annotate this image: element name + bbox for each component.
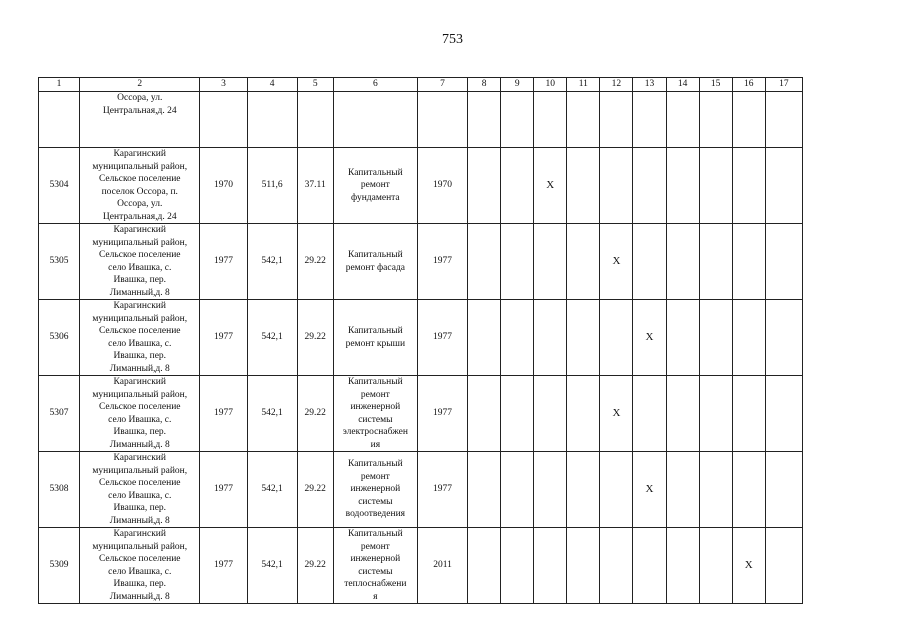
table-cell <box>534 376 567 452</box>
column-header: 15 <box>699 78 732 92</box>
address-cell <box>80 376 200 452</box>
table-cell <box>468 528 501 604</box>
table-cell <box>534 224 567 300</box>
row-number: 5306 <box>39 300 80 376</box>
cell-line: Ивашка, пер. <box>113 275 167 285</box>
area-cell: 542,1 <box>247 452 297 528</box>
cell-line: электроснабжен <box>342 427 408 437</box>
cell-line: муниципальный район, <box>92 161 188 172</box>
table-cell <box>468 376 501 452</box>
wear-cell: 29.22 <box>297 452 333 528</box>
table-cell <box>468 224 501 300</box>
cell-line: село Ивашка, с. <box>108 262 172 273</box>
table-cell <box>666 224 699 300</box>
column-header: 17 <box>765 78 802 92</box>
cell-line: Карагинский <box>113 301 166 311</box>
cell-line: Оссора, ул. <box>117 93 163 103</box>
work-type-cell <box>333 224 417 300</box>
table-row <box>39 528 803 604</box>
cell-line: Карагинский <box>113 149 166 159</box>
table-cell <box>200 92 247 148</box>
mark-cell: Х <box>633 300 666 376</box>
cell-line: теплоснабжени <box>344 579 407 589</box>
mark-cell: Х <box>534 148 567 224</box>
column-header: 13 <box>633 78 666 92</box>
cell-line: муниципальный район, <box>92 541 188 552</box>
cell-line: ремонт <box>360 471 390 482</box>
cell-line: Сельское поселение <box>98 250 181 260</box>
table-cell <box>501 300 534 376</box>
cell-line: Центральная,д. 24 <box>102 105 177 116</box>
year-cell: 1970 <box>417 148 467 224</box>
table-cell <box>765 376 802 452</box>
table-cell <box>732 92 765 148</box>
table-cell <box>333 92 417 148</box>
table-cell <box>297 92 333 148</box>
address-cell <box>80 148 200 224</box>
table-cell <box>633 148 666 224</box>
table-cell <box>501 528 534 604</box>
work-type-cell <box>333 376 417 452</box>
table-cell <box>468 92 501 148</box>
cell-line: ия <box>370 439 381 450</box>
table-cell <box>567 376 600 452</box>
cell-line: ремонт <box>360 541 390 552</box>
cell-line: фундамента <box>351 192 400 203</box>
cell-line: Капитальный <box>348 529 403 539</box>
wear-cell: 29.22 <box>297 300 333 376</box>
table-cell <box>417 92 467 148</box>
cell-line: муниципальный район, <box>92 389 188 400</box>
work-type-cell <box>333 300 417 376</box>
cell-line: муниципальный район, <box>92 313 188 324</box>
cell-line: Ивашка, пер. <box>113 503 167 513</box>
table-cell <box>534 528 567 604</box>
cell-line: Ивашка, пер. <box>113 427 167 437</box>
table-cell <box>633 528 666 604</box>
column-header: 10 <box>534 78 567 92</box>
cell-line: Лиманный,д. 8 <box>109 515 170 526</box>
area-cell: 542,1 <box>247 300 297 376</box>
table-row <box>39 300 803 376</box>
cell-line: Карагинский <box>113 377 166 387</box>
column-header: 16 <box>732 78 765 92</box>
cell-line: инженерной <box>350 554 401 564</box>
table-cell <box>534 300 567 376</box>
cell-line: Лиманный,д. 8 <box>109 439 170 450</box>
work-type-cell <box>333 528 417 604</box>
column-header: 2 <box>80 78 200 92</box>
cell-line: Капитальный <box>348 326 403 336</box>
cell-line: Капитальный <box>348 377 403 387</box>
area-cell: 542,1 <box>247 224 297 300</box>
table-cell <box>600 452 633 528</box>
table-cell <box>732 300 765 376</box>
table-cell <box>567 224 600 300</box>
cell-line: Ивашка, пер. <box>113 579 167 589</box>
table-cell <box>732 224 765 300</box>
cell-line: муниципальный район, <box>92 465 188 476</box>
column-header: 4 <box>247 78 297 92</box>
year-cell: 1977 <box>200 300 247 376</box>
table-cell <box>567 92 600 148</box>
table-cell <box>633 92 666 148</box>
column-header: 6 <box>333 78 417 92</box>
cell-line: село Ивашка, с. <box>108 338 172 349</box>
cell-line: Сельское поселение <box>98 478 181 488</box>
year-cell: 1977 <box>417 224 467 300</box>
cell-line: Оссора, ул. <box>117 199 163 209</box>
header-row <box>39 78 803 92</box>
cell-line: Лиманный,д. 8 <box>109 287 170 298</box>
cell-line: Ивашка, пер. <box>113 351 167 361</box>
table-cell <box>501 376 534 452</box>
table-cell <box>765 452 802 528</box>
table-cell <box>732 452 765 528</box>
cell-line: село Ивашка, с. <box>108 490 172 501</box>
cell-line: ремонт фасада <box>345 262 405 273</box>
cell-line: Карагинский <box>113 529 166 539</box>
year-cell: 2011 <box>417 528 467 604</box>
cell-line: системы <box>358 496 393 507</box>
table-cell <box>567 300 600 376</box>
table-cell <box>699 376 732 452</box>
year-cell: 1977 <box>417 300 467 376</box>
cell-line: Капитальный <box>348 167 403 178</box>
cell-line: Центральная,д. 24 <box>102 211 177 222</box>
address-cell <box>80 224 200 300</box>
table-cell <box>765 528 802 604</box>
table-cell <box>600 92 633 148</box>
cell-line: Сельское поселение <box>98 554 181 564</box>
table-cell <box>567 148 600 224</box>
table-cell <box>765 224 802 300</box>
mark-cell: Х <box>633 452 666 528</box>
year-cell: 1970 <box>200 148 247 224</box>
table-cell <box>699 528 732 604</box>
table-cell <box>468 300 501 376</box>
address-cell <box>80 452 200 528</box>
table-cell <box>600 300 633 376</box>
address-cell <box>80 92 200 148</box>
table-cell <box>666 300 699 376</box>
table-cell <box>633 224 666 300</box>
cell-line: Лиманный,д. 8 <box>109 591 170 602</box>
wear-cell: 29.22 <box>297 224 333 300</box>
table-cell <box>468 148 501 224</box>
wear-cell: 29.22 <box>297 528 333 604</box>
area-cell: 542,1 <box>247 528 297 604</box>
table-cell <box>666 92 699 148</box>
row-number: 5308 <box>39 452 80 528</box>
cell-line: ремонт <box>360 389 390 400</box>
work-type-cell <box>333 148 417 224</box>
year-cell: 1977 <box>200 224 247 300</box>
table-cell <box>699 148 732 224</box>
row-number: 5304 <box>39 148 80 224</box>
table-cell <box>732 376 765 452</box>
address-cell <box>80 528 200 604</box>
table-cell <box>666 528 699 604</box>
year-cell: 1977 <box>200 376 247 452</box>
area-cell: 511,6 <box>247 148 297 224</box>
row-number: 5309 <box>39 528 80 604</box>
table-cell <box>501 224 534 300</box>
column-header: 9 <box>501 78 534 92</box>
cell-line: село Ивашка, с. <box>108 414 172 425</box>
cell-line: Капитальный <box>348 250 403 260</box>
cell-line: Карагинский <box>113 453 166 463</box>
mark-cell: Х <box>600 376 633 452</box>
table-cell <box>534 92 567 148</box>
cell-line: ремонт крыши <box>345 338 406 349</box>
year-cell: 1977 <box>200 528 247 604</box>
table-cell <box>600 528 633 604</box>
cell-line: Сельское поселение <box>98 326 181 336</box>
cell-line: Сельское поселение <box>98 174 181 184</box>
column-header: 14 <box>666 78 699 92</box>
work-type-cell <box>333 452 417 528</box>
column-header: 3 <box>200 78 247 92</box>
column-header: 7 <box>417 78 467 92</box>
cell-line: Лиманный,д. 8 <box>109 363 170 374</box>
table-cell <box>732 148 765 224</box>
cell-line: водоотведения <box>345 509 406 520</box>
table-cell <box>468 452 501 528</box>
table-cell <box>501 148 534 224</box>
table-cell <box>501 92 534 148</box>
table-cell <box>765 300 802 376</box>
address-cell <box>80 300 200 376</box>
table-row <box>39 148 803 224</box>
table-cell <box>567 528 600 604</box>
table-cell <box>600 148 633 224</box>
table-cell <box>699 92 732 148</box>
cell-line: Карагинский <box>113 225 166 235</box>
year-cell: 1977 <box>417 376 467 452</box>
area-cell: 542,1 <box>247 376 297 452</box>
column-header: 12 <box>600 78 633 92</box>
table-cell <box>765 148 802 224</box>
wear-cell: 29.22 <box>297 376 333 452</box>
year-cell: 1977 <box>417 452 467 528</box>
cell-line: инженерной <box>350 402 401 412</box>
table-cell <box>501 452 534 528</box>
table-cell <box>699 224 732 300</box>
row-number: 5305 <box>39 224 80 300</box>
table-cell <box>765 92 802 148</box>
table-cell <box>666 148 699 224</box>
column-header: 8 <box>468 78 501 92</box>
table-row <box>39 452 803 528</box>
wear-cell: 37.11 <box>297 148 333 224</box>
table-row <box>39 224 803 300</box>
column-header: 11 <box>567 78 600 92</box>
page-number: 753 <box>442 32 463 47</box>
table-cell <box>633 376 666 452</box>
column-header: 1 <box>39 78 80 92</box>
works-table <box>38 77 803 604</box>
cell-line: село Ивашка, с. <box>108 566 172 577</box>
cell-line: ремонт <box>360 180 390 191</box>
table-cell <box>247 92 297 148</box>
cell-line: Сельское поселение <box>98 402 181 412</box>
mark-cell: Х <box>732 528 765 604</box>
cell-line: муниципальный район, <box>92 237 188 248</box>
cell-line: инженерной <box>350 484 401 495</box>
cell-line: я <box>373 591 378 602</box>
cell-line: системы <box>358 414 393 425</box>
year-cell: 1977 <box>200 452 247 528</box>
table-row <box>39 376 803 452</box>
column-header: 5 <box>297 78 333 92</box>
table-cell <box>699 452 732 528</box>
table-cell <box>534 452 567 528</box>
row-number: 5307 <box>39 376 80 452</box>
table-row <box>39 92 803 148</box>
table-cell <box>666 376 699 452</box>
table-cell <box>567 452 600 528</box>
cell-line: поселок Оссора, п. <box>101 186 178 197</box>
cell-line: Капитальный <box>348 459 403 470</box>
table-cell <box>666 452 699 528</box>
table-cell <box>39 92 80 148</box>
cell-line: системы <box>358 566 393 577</box>
table-cell <box>699 300 732 376</box>
mark-cell: Х <box>600 224 633 300</box>
